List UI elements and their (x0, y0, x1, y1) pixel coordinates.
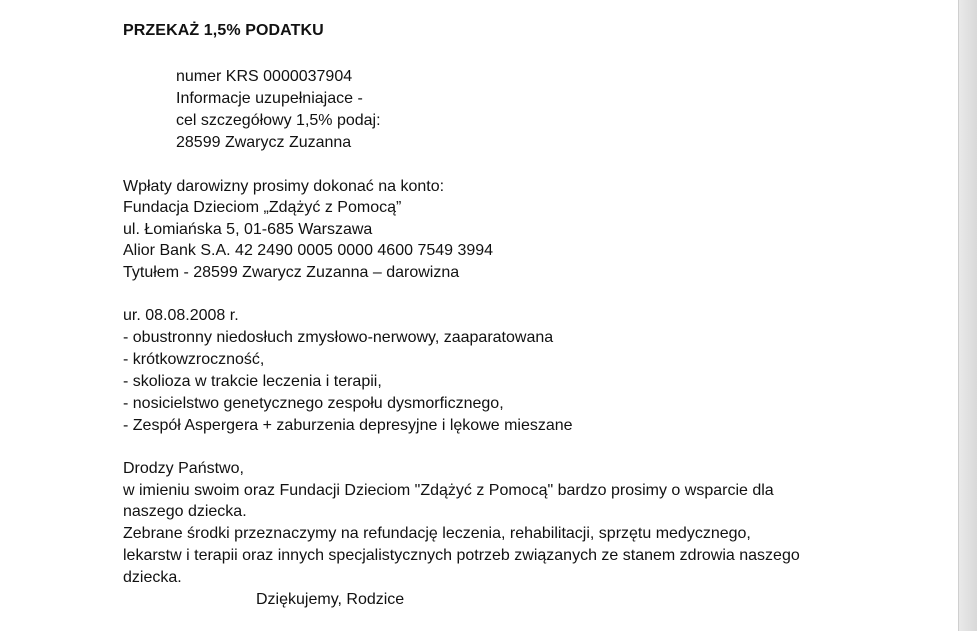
krs-goal: cel szczegółowy 1,5% podaj: (176, 112, 381, 129)
diagnosis-item: - nosicielstwo genetycznego zespołu dysmorficznego, (123, 395, 504, 412)
krs-beneficiary: 28599 Zwarycz Zuzanna (176, 134, 352, 151)
diagnosis-item: - skolioza w trakcie leczenia i terapii, (123, 373, 382, 390)
letter-line: w imieniu swoim oraz Fundacji Dzieciom "Zdążyć z Pomocą" bardzo prosimy o wsparcie dla (123, 482, 774, 499)
krs-info: Informacje uzupełniajace - (176, 90, 363, 107)
signature: Dziękujemy, Rodzice (256, 591, 405, 608)
letter-greeting: Drodzy Państwo, (123, 460, 244, 477)
krs-number: numer KRS 0000037904 (176, 68, 353, 85)
diagnosis-item: - krótkowzroczność, (123, 351, 265, 368)
diagnosis-item: - obustronny niedosłuch zmysłowo-nerwowy, zaaparatowana (123, 329, 554, 346)
donation-title: Tytułem - 28599 Zwarycz Zuzanna – darowizna (123, 264, 460, 281)
donation-bank-account: Alior Bank S.A. 42 2490 0005 0000 4600 7549 3994 (123, 242, 494, 259)
letter-line: Zebrane środki przeznaczymy na refundację leczenia, rehabilitacji, sprzętu medycznego, (123, 525, 751, 542)
birth-date: ur. 08.08.2008 r. (123, 307, 239, 324)
donation-intro: Wpłaty darowizny prosimy dokonać na konto: (123, 178, 445, 195)
donation-address: ul. Łomiańska 5, 01-685 Warszawa (123, 221, 373, 238)
diagnosis-item: - Zespół Aspergera + zaburzenia depresyjne i lękowe mieszane (123, 417, 573, 434)
letter-line: naszego dziecka. (123, 503, 247, 520)
page-edge (958, 0, 977, 631)
donation-foundation: Fundacja Dzieciom „Zdążyć z Pomocą” (123, 199, 402, 216)
letter-line: dziecka. (123, 569, 182, 586)
letter-line: lekarstw i terapii oraz innych specjalistycznych potrzeb związanych ze stanem zdrowia naszego (123, 547, 800, 564)
document-title: PRZEKAŻ 1,5% PODATKU (123, 22, 324, 39)
